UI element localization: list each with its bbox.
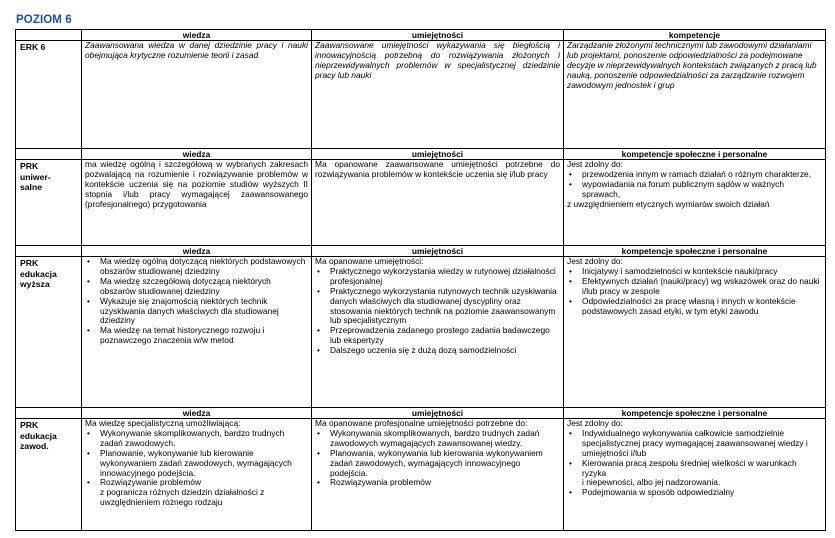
page-title: POZIOM 6 (16, 14, 72, 26)
prk-uniwersalne-row (16, 160, 826, 246)
list-item: • Rozwiązywania problemów (315, 478, 560, 488)
list-item: • Planowania, wykonywania lub kierowania wykonywaniem zadań zawodowych, wymagających innowacyjnego podejścia. (315, 449, 560, 479)
subheader-row-1 (16, 149, 826, 160)
prk-wyzsza-row (16, 257, 826, 408)
list-item: • wypowiadania na forum publicznym sądów w ważnych sprawach, (567, 180, 822, 200)
list-item: • Praktycznego wykorzystania rutynowych technik uzyskiwania danych właściwych dla studiowanej dyscypliny oraz stosowania niektórych technik na poziomie zaawansowanym lub specjalistycznym (315, 287, 560, 327)
tail-text: i niepewności, albo jej nadzorowania. (582, 477, 721, 488)
intro-text: Ma wiedzę specjalistyczną umożliwiającą: (85, 418, 241, 428)
label-line: edukacja (20, 430, 57, 441)
subheader-umiejetnosci: umiejętności (312, 408, 564, 419)
erk-row (16, 41, 826, 149)
subheader-wiedza: wiedza (82, 149, 312, 160)
prk-wyzsza-umiejetnosci (312, 257, 564, 408)
label-line: edukacja (20, 268, 57, 279)
prk-zawodowa-kompetencje (564, 419, 826, 531)
subheader-empty-cell (16, 149, 82, 160)
prk-uniwersalne-wiedza: ma wiedzę ogólną i szczegółową w wybranych zakresach pozwalającą na rozumienie i rozwiązywanie problemów w kontekście uczenia się na poziomie studiów wyższych II stopnia i/lub pracy wymagającej zaawansowanego (profesjonalnego) przygotowania (82, 160, 312, 246)
umiejetnosci-list (315, 429, 560, 488)
list-item: • Efektywnych działań (nauki/pracy) wg wskazówek oraz do nauki i/lub pracy w zespole (567, 277, 822, 297)
kompetencje-list (567, 429, 822, 479)
subheader-umiejetnosci: umiejętności (312, 246, 564, 257)
list-item: • Rozwiązywanie problemów (85, 478, 308, 488)
intro-text: Ma opanowane profesjonalne umiejętności potrzebne do: (315, 418, 528, 428)
intro-text: Ma opanowane umiejętności: (315, 256, 424, 266)
header-umiejetnosci: umiejętności (312, 30, 564, 41)
subheader-kompetencje: kompetencje społeczne i personalne (564, 246, 826, 257)
list-item: • Indywidualnego wykonywania całkowicie samodzielnie specjalistycznej pracy wymagającej zaawansowanej wiedzy i umiejętności i/lub (567, 429, 822, 459)
list-item: • Wykonywania skomplikowanych, bardzo trudnych zadań zawodowych wymagających zawansowanej wiedzy. (315, 429, 560, 449)
prk-wyzsza-label (16, 257, 82, 408)
header-row (16, 30, 826, 41)
intro-text: Jest zdolny do: (567, 418, 623, 428)
label-line: zawod. (20, 441, 49, 451)
label-line: salne (20, 182, 42, 192)
list-item: • Praktycznego wykorzystania wiedzy w rutynowej działalności profesjonalnej (315, 267, 560, 287)
subheader-wiedza: wiedza (82, 246, 312, 257)
kompetencje-list (567, 267, 822, 317)
subheader-umiejetnosci: umiejętności (312, 149, 564, 160)
prk-zawodowa-wiedza (82, 419, 312, 531)
subheader-row-2 (16, 246, 826, 257)
list-item: • Wykazuje się znajomością niektórych technik uzyskiwania danych właściwych dla studiowanej dziedziny (85, 297, 308, 327)
list-item: • Kierowania pracą zespołu średniej wielkości w warunkach ryzyka (567, 459, 822, 479)
wiedza-list (85, 429, 308, 488)
qualification-table (15, 29, 826, 531)
umiejetnosci-list (315, 267, 560, 356)
list-item: • Ma wiedzę ogólną dotyczącą niektórych podstawowych obszarów studiowanej dziedziny (85, 257, 308, 277)
erk-wiedza: Zaawansowana wiedza w danej dziedzinie pracy i nauki obejmująca krytyczne rozumienie teorii i zasad (82, 41, 312, 149)
erk-umiejetnosci: Zaawansowane umiejętności wykazywania się biegłością i innowacyjnością potrzebną do rozwiązywania złożonych i nieprzewidywalnych problemów w specjalistycznej dziedzinie pracy lub nauki (312, 41, 564, 149)
label-line: PRK (20, 161, 39, 171)
kompetencje-list-2 (567, 488, 822, 498)
subheader-empty-cell (16, 246, 82, 257)
tail-text: z pogranicza różnych dziedzin działalności z uwzględnieniem różnego rodzaju (100, 487, 265, 508)
header-empty-cell (16, 30, 82, 41)
list-item: • Przeprowadzenia zadanego prostego zadania badawczego lub ekspertyzy (315, 326, 560, 346)
subheader-row-3 (16, 408, 826, 419)
prk-uniwersalne-umiejetnosci: Ma opanowane zaawansowane umiejętności potrzebne do rozwiązywania problemów w kontekście uczenia się i/lub pracy (312, 160, 564, 246)
erk-label: ERK 6 (16, 41, 82, 149)
kompetencje-list (567, 170, 822, 200)
label-line: uniwer- (20, 171, 51, 182)
list-item: • Inicjatywy i samodzielności w kontekście nauki/pracy (567, 267, 822, 277)
header-kompetencje: kompetencje (564, 30, 826, 41)
list-item: • Podejmowania w sposób odpowiedzialny (567, 488, 822, 498)
list-item: • Planowanie, wykonywanie lub kierowanie wykonywaniem zadań zawodowych, wymagających innowacyjnego podejścia. (85, 449, 308, 479)
prk-uniwersalne-kompetencje (564, 160, 826, 246)
subheader-wiedza: wiedza (82, 408, 312, 419)
label-line: PRK (20, 258, 39, 268)
label-line: wyższa (20, 279, 50, 289)
list-item: • Wykonywanie skomplikowanych, bardzo trudnych zadań zawodowych. (85, 429, 308, 449)
label-line: PRK (20, 420, 39, 430)
list-item: • Dalszego uczenia się z dużą dozą samodzielności (315, 346, 560, 356)
erk-kompetencje: Zarządzanie złożonymi technicznymi lub zawodowymi działaniami lub projektami, ponoszenie odpowiedzialności za podejmowane decyzje w nieprzewidywalnych kontekstach związanych z pracą lub nauką, ponoszenie odpowiedzialności za zarządzanie rozwojem zawodowym jednostek i grup (564, 41, 826, 149)
wiedza-list (85, 257, 308, 346)
prk-zawodowa-umiejetnosci (312, 419, 564, 531)
intro-text: Jest zdolny do: (567, 159, 623, 169)
subheader-kompetencje: kompetencje społeczne i personalne (564, 408, 826, 419)
header-wiedza: wiedza (82, 30, 312, 41)
prk-zawodowa-row (16, 419, 826, 531)
list-item: • przewodzenia innym w ramach działań o różnym charakterze, (567, 170, 822, 180)
prk-wyzsza-wiedza (82, 257, 312, 408)
intro-text: Jest zdolny do: (567, 256, 623, 266)
subheader-empty-cell (16, 408, 82, 419)
prk-zawodowa-label (16, 419, 82, 531)
prk-wyzsza-kompetencje (564, 257, 826, 408)
list-item: • Ma wiedzę na temat historycznego rozwoju i poznawczego znaczenia w/w metod (85, 326, 308, 346)
tail-text: z uwzględnieniem etycznych wymiarów swoich działań (567, 198, 770, 209)
prk-uniwersalne-label (16, 160, 82, 246)
list-item: • Ma wiedzę szczegółową dotyczącą niektórych obszarów studiowanej dziedziny (85, 277, 308, 297)
list-item: • Odpowiedzialności za pracę własną i innych w kontekście podstawowych zasad etyki, w tym etyki zawodu (567, 297, 822, 317)
subheader-kompetencje: kompetencje społeczne i personalne (564, 149, 826, 160)
